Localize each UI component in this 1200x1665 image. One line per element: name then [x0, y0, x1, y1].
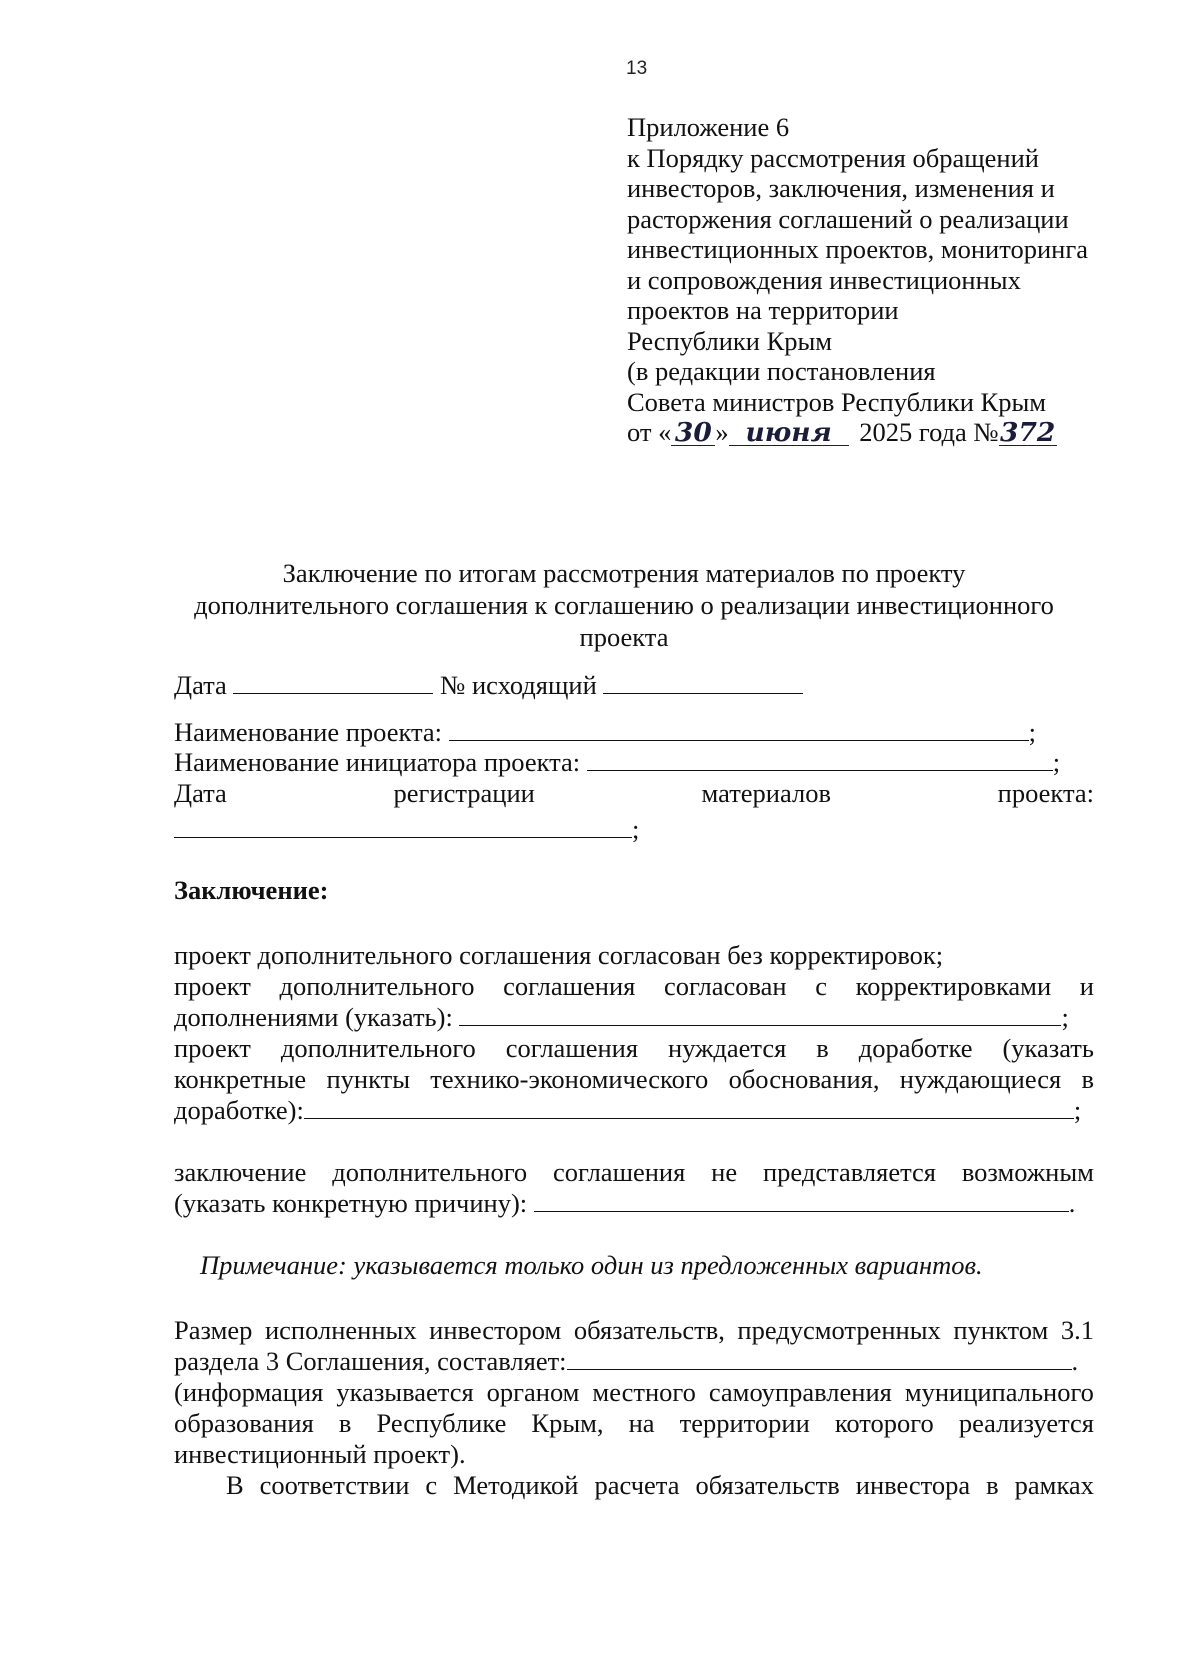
word: расчета — [594, 1470, 680, 1500]
word: местного — [592, 1377, 696, 1407]
word: согласован — [663, 971, 787, 1001]
appendix-line: инвесторов, заключения, изменения и — [627, 173, 1055, 203]
word: обязательств, — [573, 1315, 725, 1345]
registration-blank-row — [174, 814, 639, 845]
word: на — [628, 1408, 655, 1438]
option-corrections — [174, 971, 1094, 1002]
date-blank — [233, 671, 433, 694]
appendix-line: расторжения соглашений о реализации — [627, 203, 1069, 234]
word: В — [226, 1470, 244, 1500]
word: указывается — [336, 1377, 474, 1407]
conclusion-heading: Заключение: — [174, 875, 329, 905]
handwritten-month: июня — [729, 421, 849, 446]
project-name-blank — [449, 718, 1029, 741]
word: самоуправления — [708, 1377, 892, 1407]
word: реализуется — [958, 1408, 1094, 1438]
option-impossible — [174, 1157, 1094, 1188]
word: обязательств — [695, 1470, 840, 1500]
appendix-line: Совета министров Республики Крым — [627, 386, 1047, 417]
appendix-line: инвестиционных проектов, мониторинга — [627, 234, 1088, 264]
obligations-line6 — [226, 1470, 1094, 1501]
semicolon: ; — [1073, 1095, 1082, 1125]
title-line: дополнительного соглашения к соглашению о реализации инвестиционного — [194, 590, 1054, 620]
word: пункты — [326, 1064, 410, 1094]
handwritten-day: 30 — [671, 421, 715, 446]
word: Крым, — [531, 1408, 604, 1438]
option-impossible-line2 — [174, 1188, 1075, 1219]
word: Дата — [174, 778, 227, 808]
revision-blank — [304, 1096, 1074, 1119]
word: Методикой — [453, 1470, 579, 1500]
reason-label: (указать конкретную причину): — [174, 1188, 528, 1218]
date-mid: » — [715, 417, 729, 447]
word: (информация — [174, 1377, 324, 1407]
obligations-line1 — [174, 1315, 1094, 1346]
word: инвестора — [855, 1470, 971, 1500]
appendix-line: (в редакции постановления — [627, 356, 936, 386]
word: территории — [679, 1408, 810, 1438]
word: соглашения — [553, 1157, 686, 1187]
date-label: Дата — [174, 670, 227, 700]
obligations-label: раздела 3 Соглашения, составляет: — [174, 1346, 567, 1376]
appendix-line: проектов на территории — [627, 295, 899, 325]
word: соответствии — [259, 1470, 410, 1500]
word: доработке — [858, 1033, 973, 1063]
obligations-line4 — [174, 1408, 1094, 1439]
word: соглашения — [505, 1033, 639, 1063]
outgoing-label: № исходящий — [440, 670, 597, 700]
page-number: 13 — [626, 58, 648, 79]
appendix-header — [627, 112, 1147, 448]
handwritten-number: 372 — [1000, 417, 1056, 448]
word: инвестором — [429, 1315, 562, 1345]
word: которого — [834, 1408, 934, 1438]
appendix-line: Приложение 6 — [627, 112, 790, 142]
obligations-line2 — [174, 1346, 1078, 1377]
word: (указать — [1002, 1033, 1094, 1063]
word: в — [986, 1470, 999, 1500]
word: заключение — [174, 1157, 307, 1187]
semicolon: ; — [632, 814, 640, 844]
word: образования — [174, 1408, 314, 1438]
word: с — [815, 971, 827, 1001]
word: органом — [486, 1377, 580, 1407]
appendix-line: и сопровождения инвестиционных — [627, 264, 1021, 295]
option-revision-line3 — [174, 1095, 1081, 1126]
word: пунктом — [953, 1315, 1049, 1345]
word: в — [338, 1408, 352, 1438]
word: и — [1079, 971, 1094, 1001]
initiator-row — [174, 747, 1060, 778]
word: дополнительного — [280, 1033, 476, 1063]
option-approved: проект дополнительного соглашения согласован без корректировок; — [174, 940, 944, 970]
document-title — [150, 557, 1098, 653]
word: возможным — [961, 1157, 1094, 1187]
word: нуждающиеся — [899, 1064, 1062, 1094]
semicolon: ; — [1028, 717, 1037, 747]
word: нуждается — [668, 1033, 787, 1063]
initiator-blank — [587, 748, 1053, 771]
option-corrections-line2 — [174, 1002, 1069, 1033]
date-prefix: от « — [627, 417, 672, 447]
revision-label: доработке): — [174, 1095, 304, 1125]
obligations-blank — [567, 1347, 1072, 1370]
period: . — [1071, 1346, 1079, 1376]
word: муниципального — [904, 1377, 1094, 1407]
initiator-label: Наименование инициатора проекта: — [174, 747, 581, 777]
option-revision-line2 — [174, 1064, 1094, 1095]
word: 3.1 — [1060, 1315, 1094, 1345]
word: дополнительного — [332, 1157, 528, 1187]
word: с — [425, 1470, 438, 1500]
outgoing-blank — [603, 671, 803, 694]
option-revision — [174, 1033, 1094, 1064]
title-line: Заключение по итогам рассмотрения материалов по проекту — [282, 558, 966, 588]
appendix-date-line — [627, 417, 1147, 448]
word: проект — [174, 1033, 251, 1063]
word: в — [1081, 1064, 1094, 1094]
date-outgoing-row — [174, 670, 803, 701]
word: дополнительного — [279, 971, 475, 1001]
note: Примечание: указывается только один из предложенных вариантов. — [200, 1250, 983, 1280]
registration-row — [174, 778, 1094, 809]
obligations-line5: инвестиционный проект). — [174, 1439, 466, 1469]
reason-blank — [534, 1189, 1069, 1212]
corrections-blank — [459, 1003, 1061, 1026]
appendix-line: к Порядку рассмотрения обращений — [627, 142, 1039, 173]
word: проект — [174, 971, 251, 1001]
corrections-label: дополнениями (указать): — [174, 1002, 453, 1032]
title-line: проекта — [579, 622, 669, 652]
appendix-line: Республики Крым — [627, 325, 833, 356]
obligations-line3 — [174, 1377, 1094, 1408]
semicolon: ; — [1052, 747, 1061, 777]
word: представляется — [763, 1157, 936, 1187]
word: корректировками — [855, 971, 1052, 1001]
project-name-row — [174, 717, 1036, 748]
word: Размер — [174, 1315, 253, 1345]
period: . — [1068, 1188, 1076, 1218]
word: технико-экономического — [430, 1064, 709, 1094]
word: материалов — [701, 778, 831, 808]
word: проекта: — [997, 778, 1094, 808]
word: соглашения — [503, 971, 636, 1001]
word: регистрации — [393, 778, 535, 808]
word: рамках — [1014, 1470, 1094, 1500]
word: в — [816, 1033, 829, 1063]
word: предусмотренных — [737, 1315, 941, 1345]
word: конкретные — [174, 1064, 307, 1094]
date-year: 2025 года № — [859, 417, 999, 447]
word: не — [711, 1157, 738, 1187]
semicolon: ; — [1061, 1002, 1069, 1032]
registration-blank — [174, 815, 632, 838]
project-name-label: Наименование проекта: — [174, 717, 443, 747]
word: исполненных — [264, 1315, 417, 1345]
word: Республике — [376, 1408, 507, 1438]
word: обоснования, — [728, 1064, 880, 1094]
